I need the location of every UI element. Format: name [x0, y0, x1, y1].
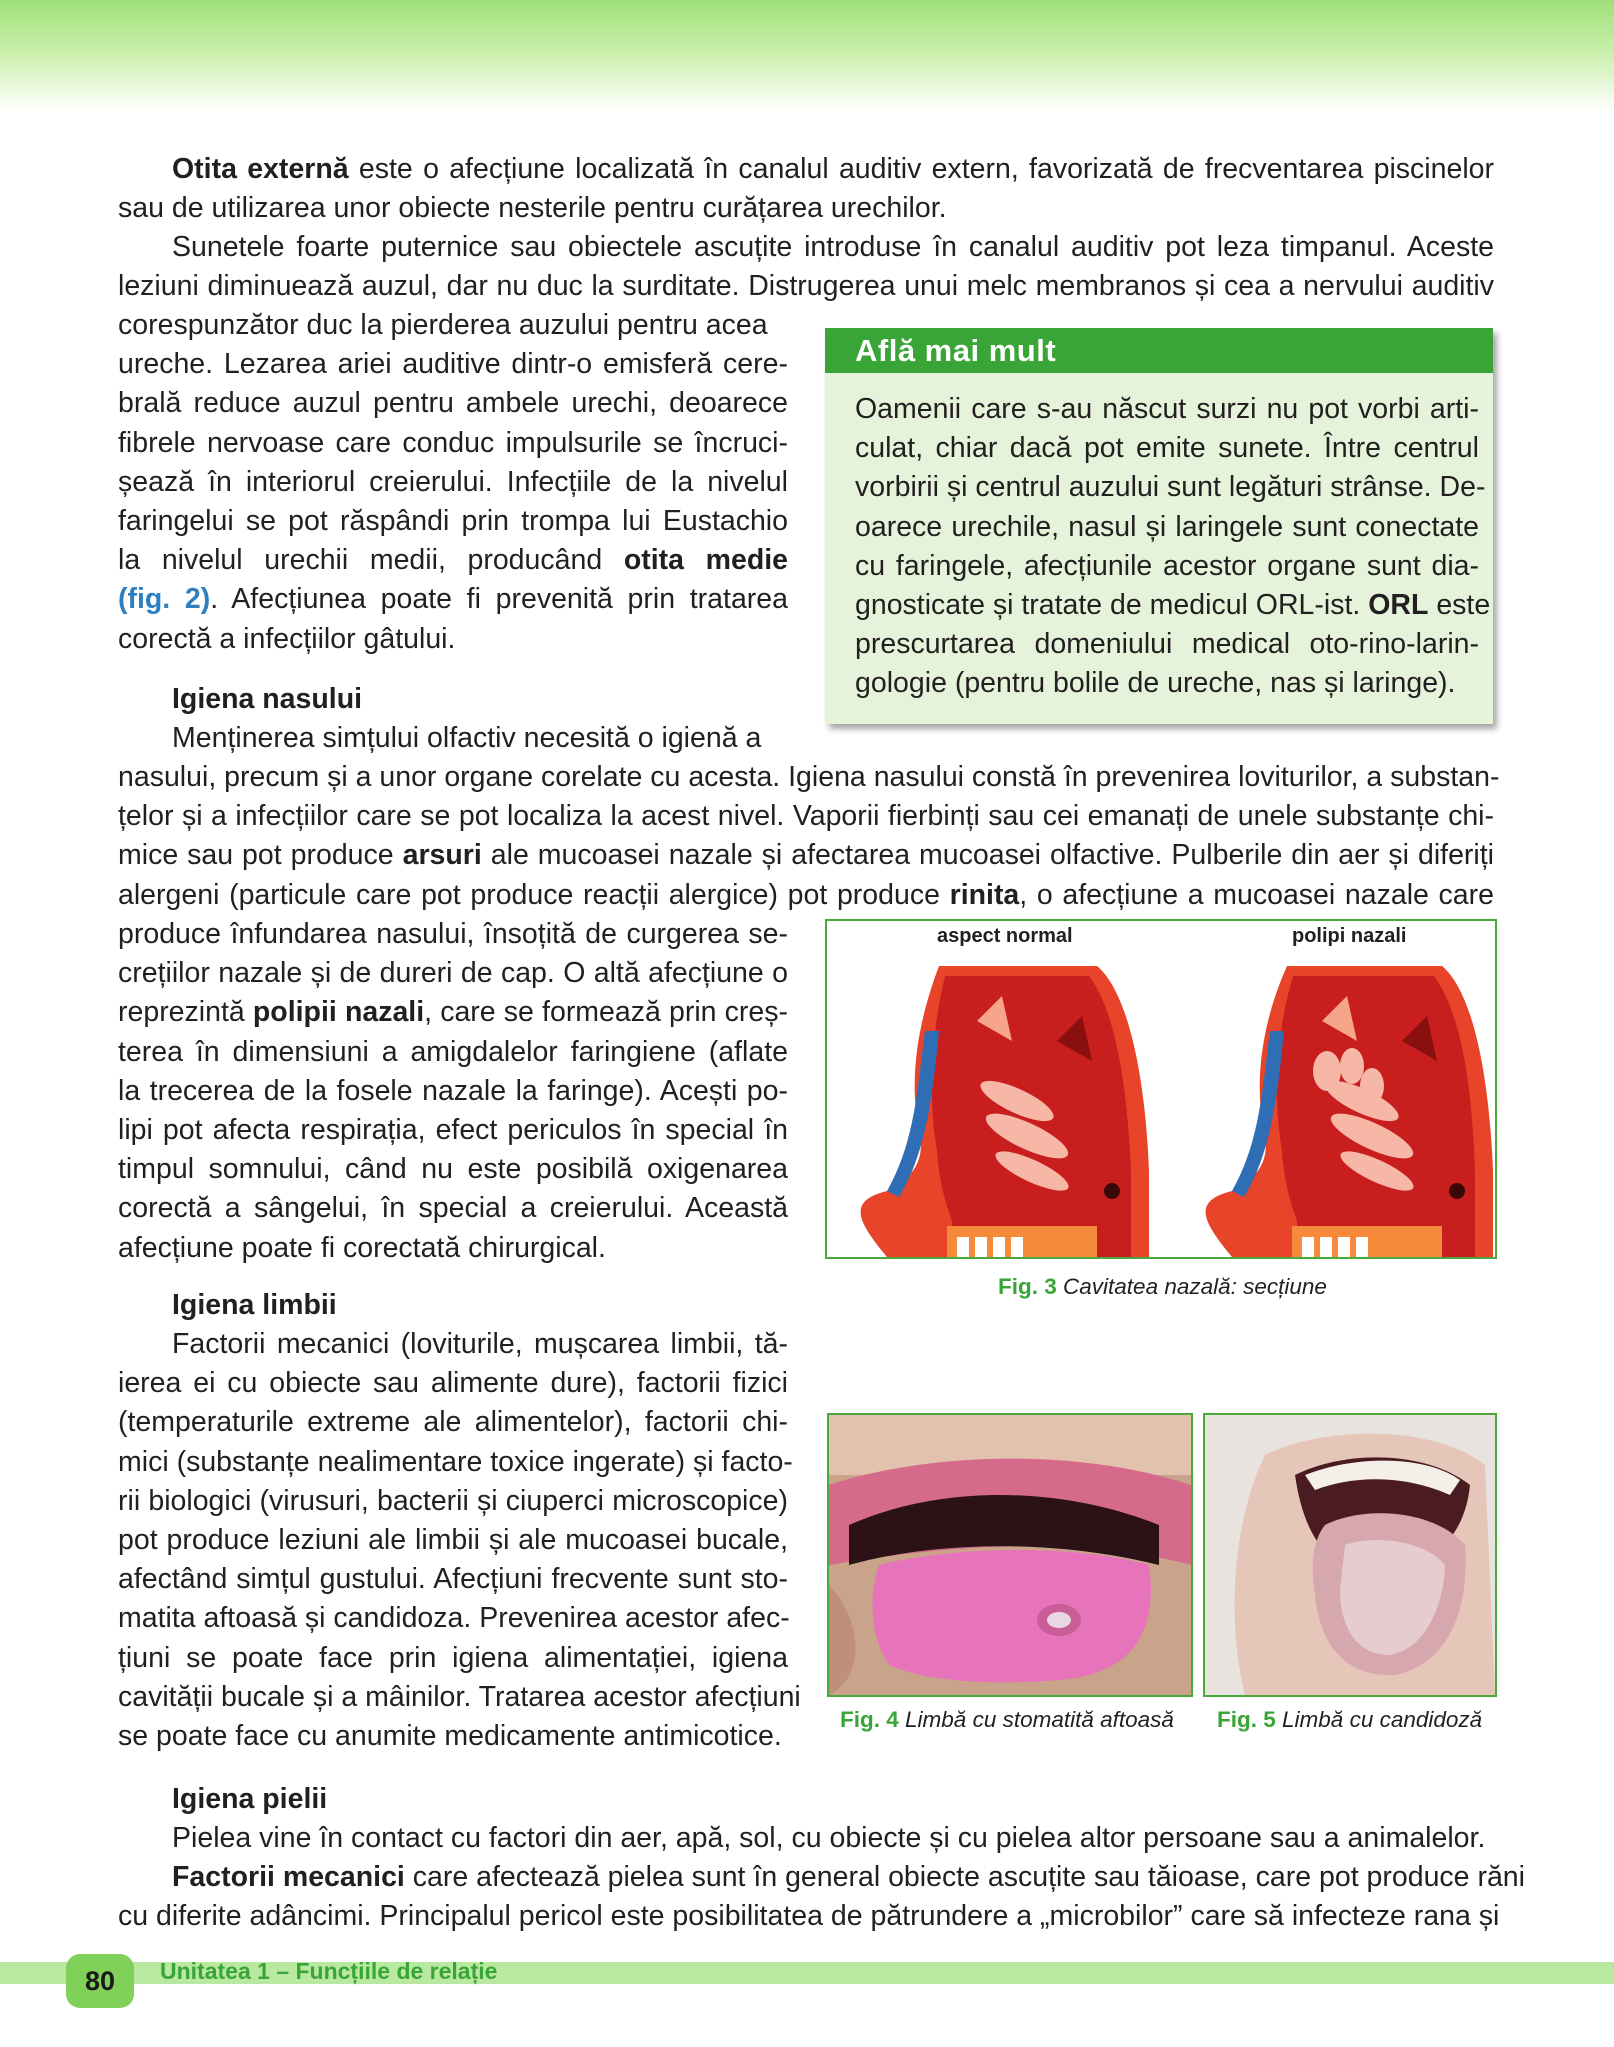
text-line: corespunzător duc la pierderea auzului pentru acea [118, 309, 768, 341]
text-line: mice sau pot produce arsuri ale mucoasei nazale și afectarea mucoasei olfactive. Pulberile din aer și diferiți [118, 839, 1494, 872]
text-line: fibrele nervoase care conduc impulsurile se încruci- [118, 426, 788, 459]
text-line: la nivelul urechii medii, producând otita medie [118, 544, 788, 577]
text-line: se poate face cu anumite medicamente antimicotice. [118, 1720, 782, 1753]
info-box-body [855, 390, 1491, 704]
photo-tongue-candidiasis [1203, 1413, 1497, 1697]
term-factorii-mecanici: Factorii mecanici [172, 1861, 405, 1894]
paragraph-otita-externa [118, 150, 1494, 228]
text-line: matita aftoasă și candidoza. Prevenirea acestor afec- [118, 1602, 790, 1635]
info-box-afla-mai-mult [825, 328, 1493, 724]
text-line: leziuni diminuează auzul, dar nu duc la surditate. Distrugerea unui melc membranos și cea a nervului auditiv [118, 270, 1494, 303]
tongue-photo-fig5 [1205, 1415, 1495, 1695]
paragraph-igiena-pielii [118, 1819, 1525, 1937]
text-line: (fig. 2). Afecțiunea poate fi prevenită prin tratarea [118, 583, 788, 616]
text-line: terea în dimensiuni a amigdalelor faringiene (aflate [118, 1035, 788, 1068]
paragraph-hearing-damage-narrow [118, 306, 788, 659]
nose-section-normal [861, 966, 1149, 1257]
text-line: brală reduce auzul pentru ambele urechi, deoarece [118, 387, 788, 420]
text-line: prescurtarea domeniului medical oto-rino-larin- [855, 628, 1479, 661]
text-line: ureche. Lezarea ariei auditive dintr-o emisferă cere- [118, 348, 788, 381]
heading-igiena-pielii: Igiena pielii [172, 1783, 328, 1815]
term-otita-medie: otita medie [623, 544, 788, 577]
unit-title: Unitatea 1 – Funcțiile de relație [160, 1958, 498, 1984]
text-line: produce înfundarea nasului, însoțită de curgerea se- [118, 918, 788, 950]
text-line: faringelui se pot răspândi prin trompa lui Eustachio [118, 505, 788, 538]
info-box-title: Află mai mult [825, 328, 1493, 373]
text-line: Menținerea simțului olfactiv necesită o igienă a [172, 722, 762, 754]
caption-fig-3: Fig. 3 Cavitatea nazală: secțiune [998, 1274, 1327, 1299]
text-line: (temperaturile extreme ale alimentelor), factorii chi- [118, 1406, 788, 1439]
figure-nasal-cavity [825, 919, 1497, 1259]
text-line: timpul somnului, când nu este posibilă oxigenarea [118, 1153, 788, 1186]
text-line: corectă a infecțiilor gâtului. [118, 622, 456, 655]
top-gradient-band [0, 0, 1614, 112]
text-line: nasului, precum și a unor organe corelate cu acesta. Igiena nasului constă în prevenirea loviturilor, a substan- [118, 761, 1500, 793]
caption-fig-5: Fig. 5 Limbă cu candidoză [1217, 1707, 1483, 1732]
text-line: alergeni (particule care pot produce reacții alergice) pot produce rinita, o afecțiune a mucoasei nazale care [118, 878, 1494, 911]
caption-fig-4: Fig. 4 Limbă cu stomatită aftoasă [840, 1707, 1174, 1732]
text-line: cu diferite adâncimi. Principalul pericol este posibilitatea de pătrundere a „microbilor” care să infecteze rana și [118, 1900, 1500, 1933]
text-line: la trecerea de la fosele nazale la faringe). Acești po- [118, 1074, 788, 1107]
text-line: corectă a sângelui, în special a creierului. Această [118, 1192, 788, 1225]
paragraph-igiena-nasului-intro [118, 719, 788, 758]
nose-section-polyps [1206, 966, 1493, 1257]
paragraph-igiena-nasului-narrow [118, 915, 788, 1268]
paragraph-igiena-limbii [118, 1325, 801, 1756]
text-line: gnosticate și tratate de medicul ORL-ist. ORL este [855, 589, 1491, 622]
text-line: pot produce leziuni ale limbii și ale mucoasei bucale, [118, 1524, 788, 1557]
text-line: cavității bucale și a mâinilor. Tratarea acestor afecțiuni [118, 1680, 801, 1713]
text-line: șează în interiorul creierului. Infecțiile de la nivelul [118, 465, 788, 498]
photo-tongue-aphthous-stomatitis [827, 1413, 1193, 1697]
text-line: țiuni se poate face prin igiena alimentației, igiena [118, 1641, 788, 1674]
heading-igiena-nasului: Igiena nasului [172, 683, 363, 715]
term-polipi-nazali: polipii nazali [252, 996, 425, 1029]
text-line: afecțiune poate fi corectată chirurgical. [118, 1231, 606, 1264]
text-line: mici (substanțe nealimentare toxice ingerate) și facto- [118, 1445, 793, 1478]
text-line: lipi pot afecta respirația, efect periculos în special în [118, 1114, 788, 1147]
text-line: Factorii mecanici care afectează pielea sunt în general obiecte ascuțite sau tăioase, care pot produce răni [172, 1861, 1525, 1894]
figure-number: Fig. 3 [998, 1274, 1057, 1299]
page-number: 80 [66, 1954, 134, 2008]
nasal-cavity-illustration [827, 921, 1495, 1257]
text-line: Factorii mecanici (loviturile, mușcarea limbii, tă- [172, 1328, 788, 1360]
figure-number: Fig. 5 [1217, 1707, 1276, 1732]
tongue-photo-fig4 [829, 1415, 1191, 1695]
term-orl: ORL [1368, 589, 1429, 622]
heading-igiena-limbii: Igiena limbii [172, 1289, 337, 1321]
text-line: afectând simțul gustului. Afecțiuni frecvente sunt sto- [118, 1563, 788, 1596]
figure-reference[interactable]: (fig. 2) [118, 583, 211, 616]
text-line: rii biologici (virusuri, bacterii și ciuperci microscopice) [118, 1484, 788, 1517]
term-arsuri: arsuri [402, 839, 482, 872]
text-line: culat, chiar dacă pot emite sunete. Între centrul [855, 432, 1479, 465]
text-line: oarece urechile, nasul și laringele sunt conectate [855, 510, 1479, 543]
text-line: Otita externă este o afecțiune localizată în canalul auditiv extern, favorizată de frecventarea piscinelor [172, 153, 1494, 185]
text-line: vorbirii și centrul auzului sunt legături strânse. De- [855, 471, 1486, 504]
term-rinita: rinita [949, 878, 1020, 911]
text-line: Sunetele foarte puternice sau obiectele ascuțite introduse în canalul auditiv pot leza timpanul. Aceste [172, 231, 1494, 263]
paragraph-hearing-damage [118, 228, 1494, 306]
text-line: țelor și a infecțiilor care se pot localiza la acest nivel. Vaporii fierbinți sau cei emanați de unele substanțe chi- [118, 800, 1494, 833]
text-line: cu faringele, afecțiunile acestor organe sunt dia- [855, 549, 1479, 582]
term-otita-externa: Otita externă [172, 153, 349, 185]
text-line: ierea ei cu obiecte sau alimente dure), factorii fizici [118, 1367, 788, 1400]
text-line: reprezintă polipii nazali, care se formează prin creș- [118, 996, 788, 1029]
text-line: crețiilor nazale și de dureri de cap. O altă afecțiune o [118, 957, 788, 990]
label-aspect-normal: aspect normal [937, 925, 1073, 947]
text-line: Pielea vine în contact cu factori din aer, apă, sol, cu obiecte și cu pielea altor persoane sau a animalelor. [172, 1822, 1486, 1854]
figure-number: Fig. 4 [840, 1707, 899, 1732]
label-polipi-nazali: polipi nazali [1292, 925, 1407, 947]
paragraph-igiena-nasului-wide [118, 758, 1500, 915]
text-line: Oamenii care s-au născut surzi nu pot vorbi arti- [855, 393, 1479, 425]
text-line: sau de utilizarea unor obiecte nesterile pentru curățarea urechilor. [118, 192, 947, 225]
text-line: gologie (pentru bolile de ureche, nas și laringe). [855, 667, 1456, 700]
